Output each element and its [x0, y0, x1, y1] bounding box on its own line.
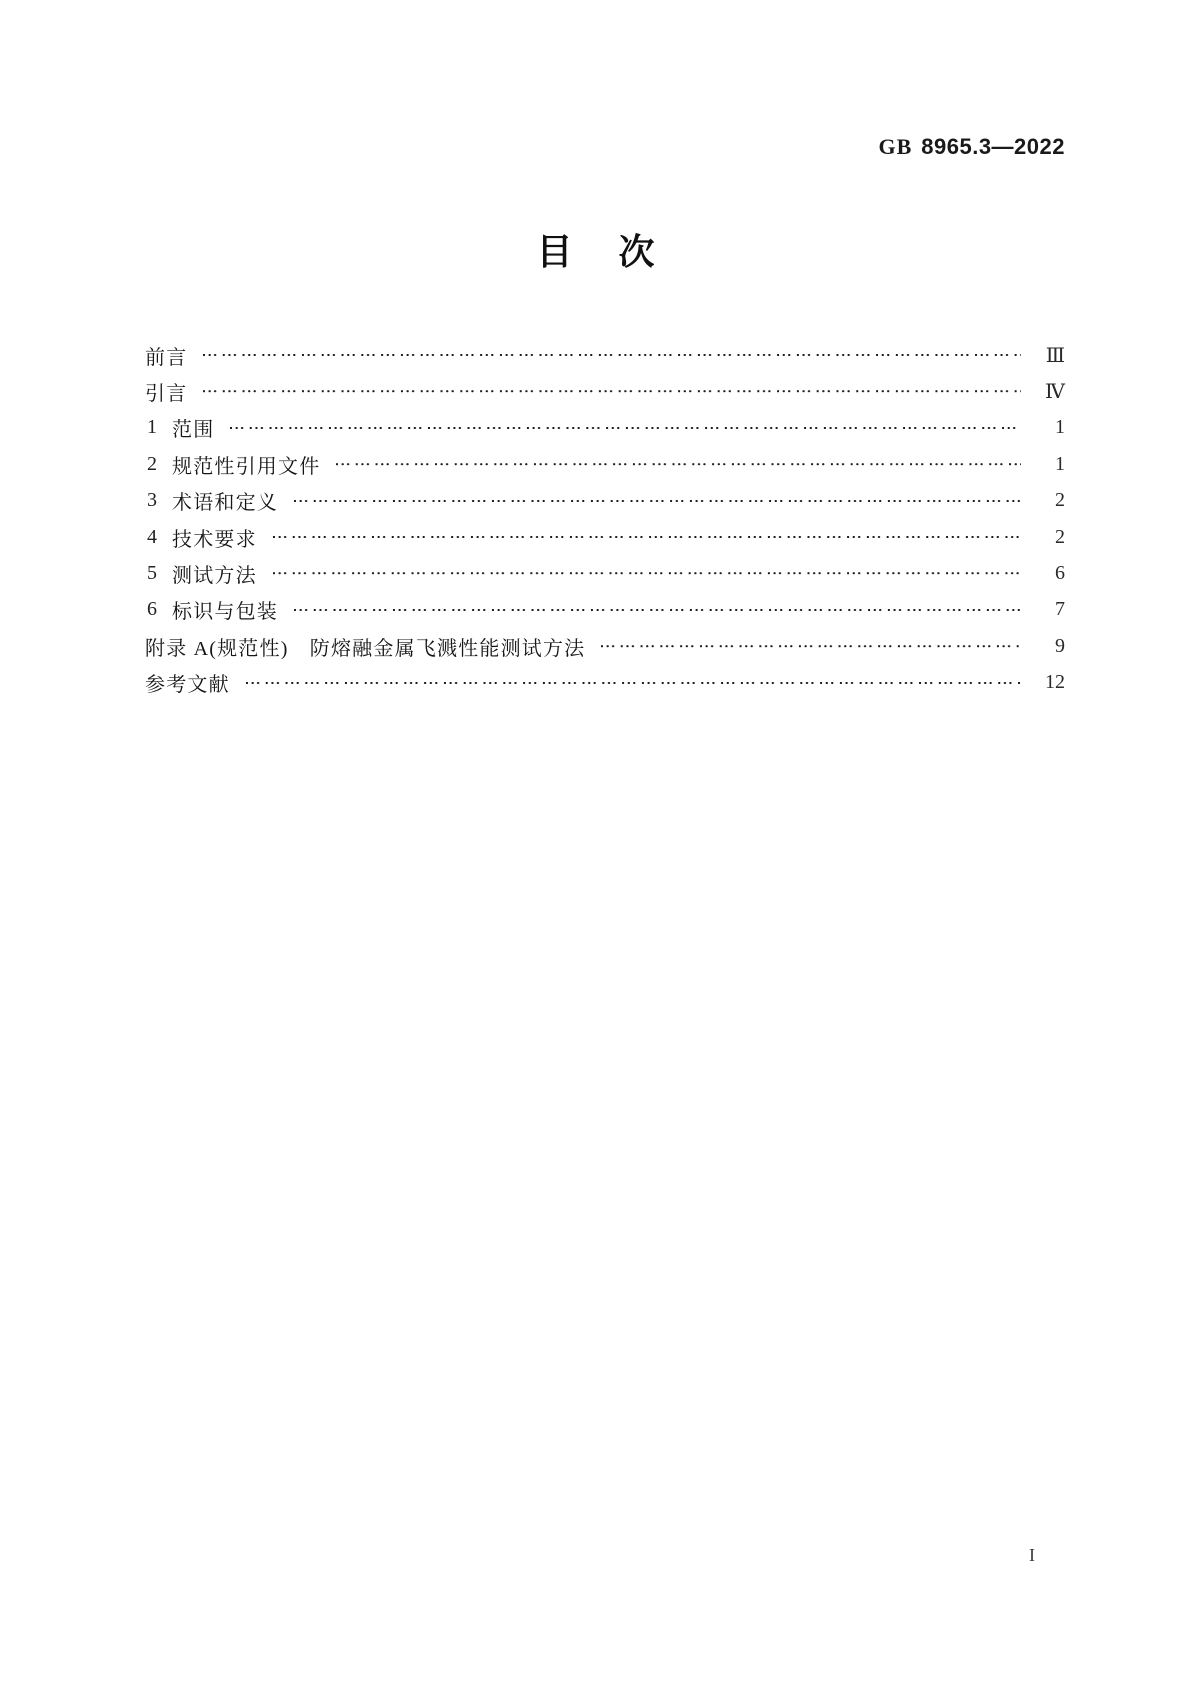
toc-entry-page: 12 [1045, 671, 1065, 694]
toc-entry [145, 446, 1065, 482]
toc-dot-leader [228, 410, 1021, 446]
toc-entry-label: 范围 [172, 419, 215, 442]
toc-entry-label: 前言 [145, 346, 188, 369]
toc-entry-number: 2 [147, 452, 157, 475]
toc-dot-leader [201, 373, 1021, 409]
toc-entry-number: 6 [147, 598, 157, 621]
toc-entry-label: 技术要求 [172, 528, 257, 551]
toc-dot-leader [292, 483, 1021, 519]
toc-entry-page: 2 [1055, 525, 1065, 548]
toc-entry-page: 2 [1055, 489, 1065, 512]
toc-entry-label: 测试方法 [172, 565, 257, 588]
toc-dot-leader [599, 628, 1021, 664]
toc-entry [145, 483, 1065, 519]
toc-entry-label: 附录 A(规范性) 防熔融金属飞溅性能测试方法 [145, 637, 586, 660]
standard-prefix: GB [878, 134, 913, 159]
toc-dot-leader [334, 446, 1021, 482]
toc-entry-number: 3 [147, 489, 157, 512]
toc-entry-label: 参考文献 [145, 674, 230, 697]
toc-dot-leader [244, 665, 1021, 701]
toc-entry-page: 9 [1055, 634, 1065, 657]
toc-entry-page: 6 [1055, 562, 1065, 585]
toc-list [145, 337, 1065, 701]
toc-entry-page: Ⅲ [1045, 344, 1065, 367]
toc-entry-label: 规范性引用文件 [172, 455, 321, 478]
toc-entry-label: 标识与包装 [172, 601, 278, 624]
toc-entry-label: 引言 [145, 383, 188, 406]
standard-number [878, 133, 1065, 161]
toc-entry [145, 337, 1065, 373]
standard-code: 8965.3—2022 [921, 134, 1065, 159]
toc-dot-leader [292, 592, 1021, 628]
toc-dot-leader [201, 337, 1021, 373]
toc-entry-number: 5 [147, 562, 157, 585]
toc-entry-page: 1 [1055, 416, 1065, 439]
toc-entry [145, 628, 1065, 664]
toc-entry [145, 665, 1065, 701]
page-title: 目 次 [536, 231, 660, 272]
toc-entry [145, 555, 1065, 591]
page-number: I [1029, 1545, 1035, 1565]
toc-entry [145, 592, 1065, 628]
toc-entry-page: Ⅳ [1045, 381, 1065, 404]
toc-dot-leader [271, 555, 1021, 591]
toc-entry-page: 1 [1055, 452, 1065, 475]
toc-entry [145, 373, 1065, 409]
toc-entry-number: 4 [147, 525, 157, 548]
toc-entry-number: 1 [147, 416, 157, 439]
toc-entry [145, 519, 1065, 555]
toc-entry-label: 术语和定义 [172, 492, 278, 515]
toc-entry-page: 7 [1055, 598, 1065, 621]
toc-dot-leader [271, 519, 1021, 555]
toc-entry [145, 410, 1065, 446]
